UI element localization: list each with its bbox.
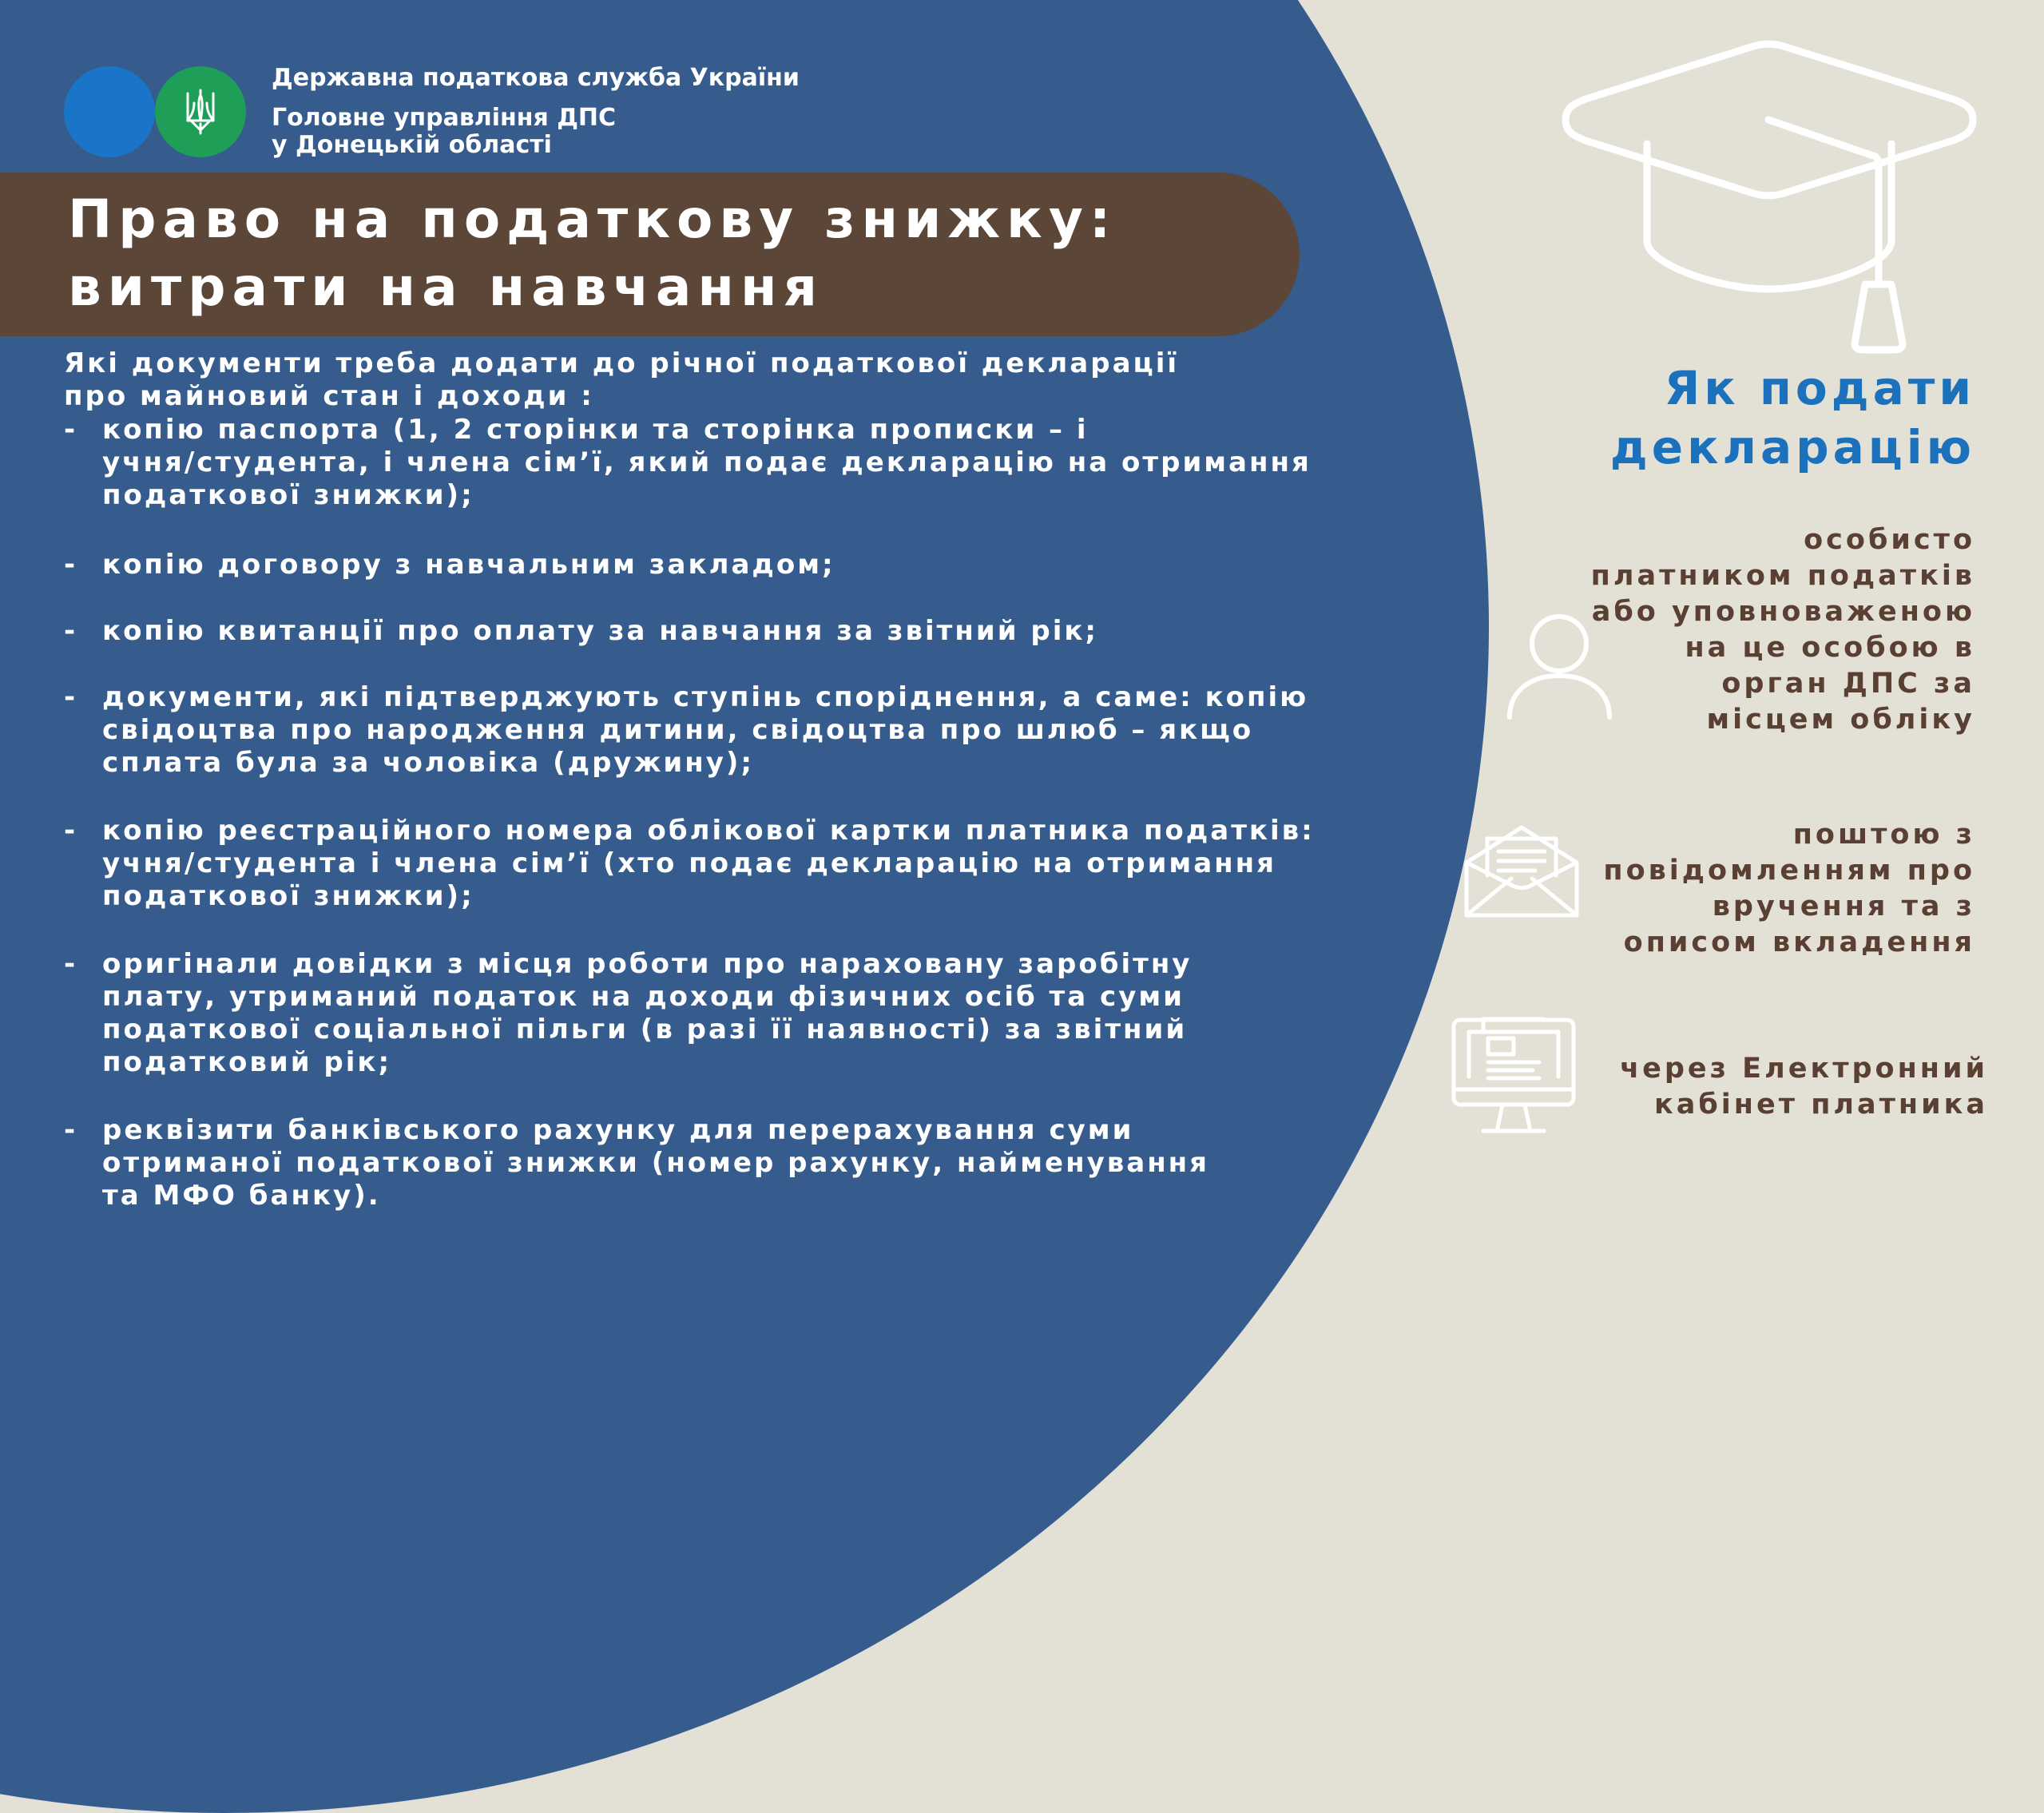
list-item: плату, утриманий податок на доходи фізичних осіб та суми bbox=[102, 981, 1185, 1013]
intro-line: Які документи треба додати до річної податкової декларації bbox=[64, 347, 1180, 379]
list-item: учня/студента, і члена сім’ї, який подає декларацію на отримання bbox=[102, 446, 1312, 478]
bullet-marker: - bbox=[64, 948, 76, 980]
list-item: податковий рік; bbox=[102, 1046, 392, 1078]
method-text: повідомленням про bbox=[1603, 855, 1975, 887]
method-text: особисто bbox=[1804, 524, 1975, 556]
list-item: та МФО банку). bbox=[102, 1180, 381, 1212]
bullet-marker: - bbox=[64, 1114, 76, 1146]
list-item: сплата була за чоловіка (дружину); bbox=[102, 747, 755, 779]
list-item: свідоцтва про народження дитини, свідоцтва про шлюб – якщо bbox=[102, 714, 1254, 746]
list-item: копію квитанції про оплату за навчання за звітний рік; bbox=[102, 615, 1099, 647]
bullet-marker: - bbox=[64, 414, 76, 446]
list-item: документи, які підтверджують ступінь споріднення, а саме: копію bbox=[102, 681, 1309, 713]
page-title: Право на податкову знижку: bbox=[68, 188, 1117, 250]
list-item: отриманої податкової знижки (номер рахунку, найменування bbox=[102, 1147, 1210, 1179]
method-text: на це особою в bbox=[1685, 632, 1975, 664]
right-title: декларацію bbox=[1609, 420, 1975, 474]
list-item: копію договору з навчальним закладом; bbox=[102, 549, 835, 581]
trident-icon bbox=[185, 89, 216, 135]
org-region: у Донецькій області bbox=[272, 131, 552, 159]
method-text: вручення та з bbox=[1712, 891, 1975, 922]
list-item: податкової знижки); bbox=[102, 479, 474, 511]
list-item: оригінали довідки з місця роботи про нараховану заробітну bbox=[102, 948, 1193, 980]
list-item: податкової знижки); bbox=[102, 880, 474, 912]
method-text: орган ДПС за bbox=[1721, 668, 1975, 700]
bullet-marker: - bbox=[64, 681, 76, 713]
list-item: податкової соціальної пільги (в разі її наявності) за звітний bbox=[102, 1014, 1188, 1045]
envelope-icon bbox=[1462, 821, 1582, 920]
right-title: Як подати bbox=[1664, 361, 1975, 415]
graduation-cap-icon bbox=[1558, 40, 1981, 359]
bullet-marker: - bbox=[64, 615, 76, 647]
page-subtitle: витрати на навчання bbox=[68, 256, 824, 318]
method-text: кабінет платника bbox=[1654, 1089, 1988, 1121]
intro-line: про майновий стан і доходи : bbox=[64, 380, 594, 412]
method-text: місцем обліку bbox=[1706, 704, 1975, 736]
logo-trident bbox=[155, 66, 246, 157]
method-text: через Електронний bbox=[1620, 1053, 1988, 1085]
org-name: Державна податкова служба України bbox=[272, 64, 800, 92]
logo-blue-circle bbox=[64, 66, 155, 157]
list-item: копію реєстраційного номера облікової картки платника податків: bbox=[102, 815, 1315, 847]
method-text: описом вкладення bbox=[1623, 926, 1975, 958]
method-text: поштою з bbox=[1792, 819, 1975, 851]
list-item: учня/студента і члена сім’ї (хто подає декларацію на отримання bbox=[102, 847, 1276, 879]
list-item: реквізити банківського рахунку для перерахування суми bbox=[102, 1114, 1134, 1146]
bullet-marker: - bbox=[64, 815, 76, 847]
list-item: копію паспорта (1, 2 сторінки та сторінка прописки – і bbox=[102, 414, 1089, 446]
org-department: Головне управління ДПС bbox=[272, 104, 617, 132]
method-text: платником податків bbox=[1590, 560, 1975, 592]
bullet-marker: - bbox=[64, 549, 76, 581]
computer-icon bbox=[1450, 1016, 1578, 1137]
method-text: або уповноваженою bbox=[1591, 596, 1975, 628]
